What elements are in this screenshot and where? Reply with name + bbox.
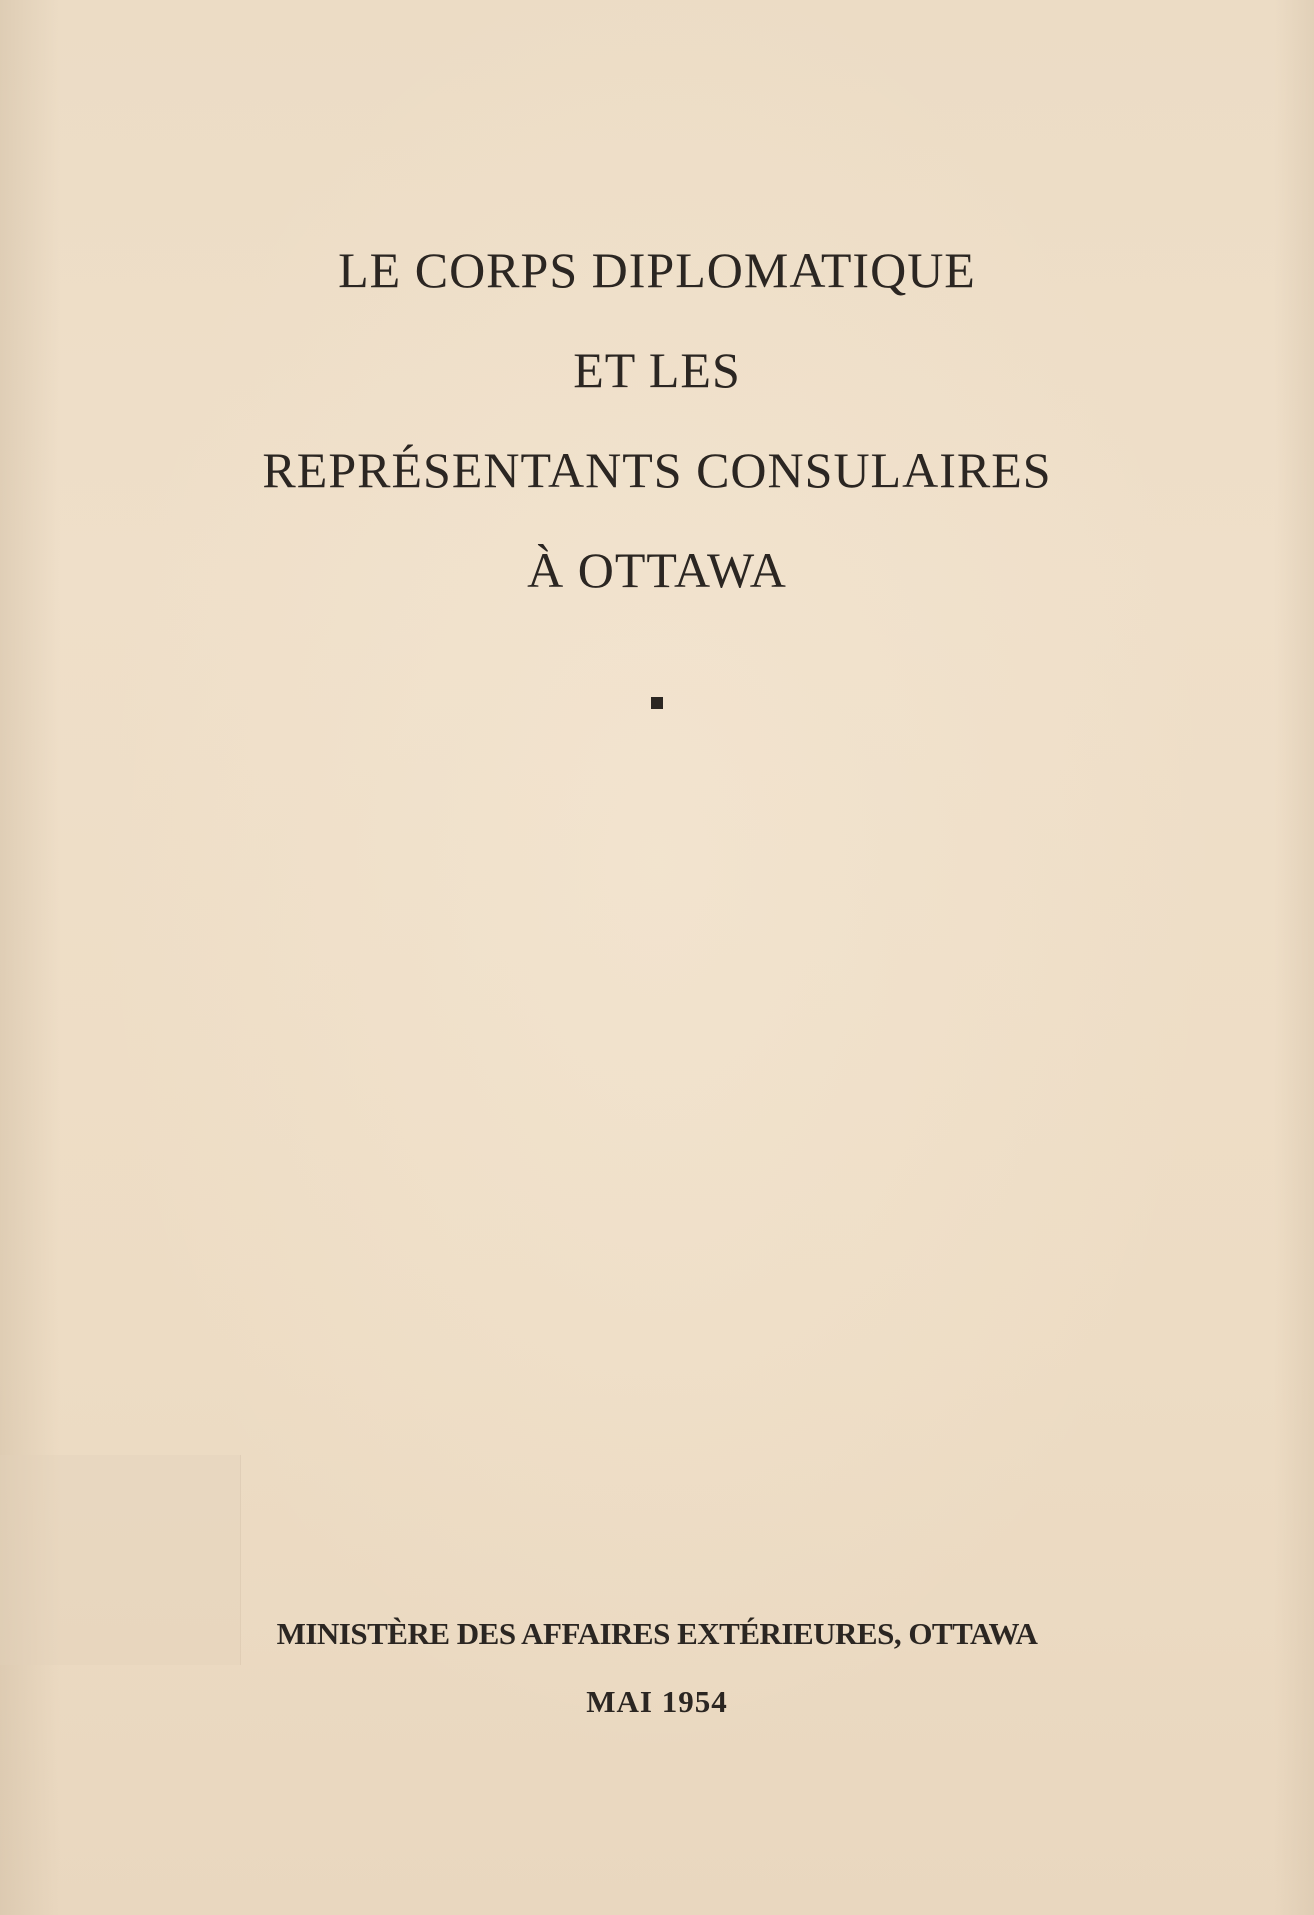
publisher-line: MINISTÈRE DES AFFAIRES EXTÉRIEURES, OTTAWA <box>276 1616 1038 1651</box>
title-line-1: LE CORPS DIPLOMATIQUE <box>338 242 976 298</box>
cover-title <box>0 242 1314 645</box>
publication-date: MAI 1954 <box>586 1684 728 1719</box>
title-line-4: À OTTAWA <box>527 542 787 598</box>
title-line-3: REPRÉSENTANTS CONSULAIRES <box>262 442 1052 498</box>
title-line-2: ET LES <box>573 342 741 398</box>
square-ornament-icon <box>651 697 663 709</box>
cover-imprint <box>0 1617 1314 1719</box>
